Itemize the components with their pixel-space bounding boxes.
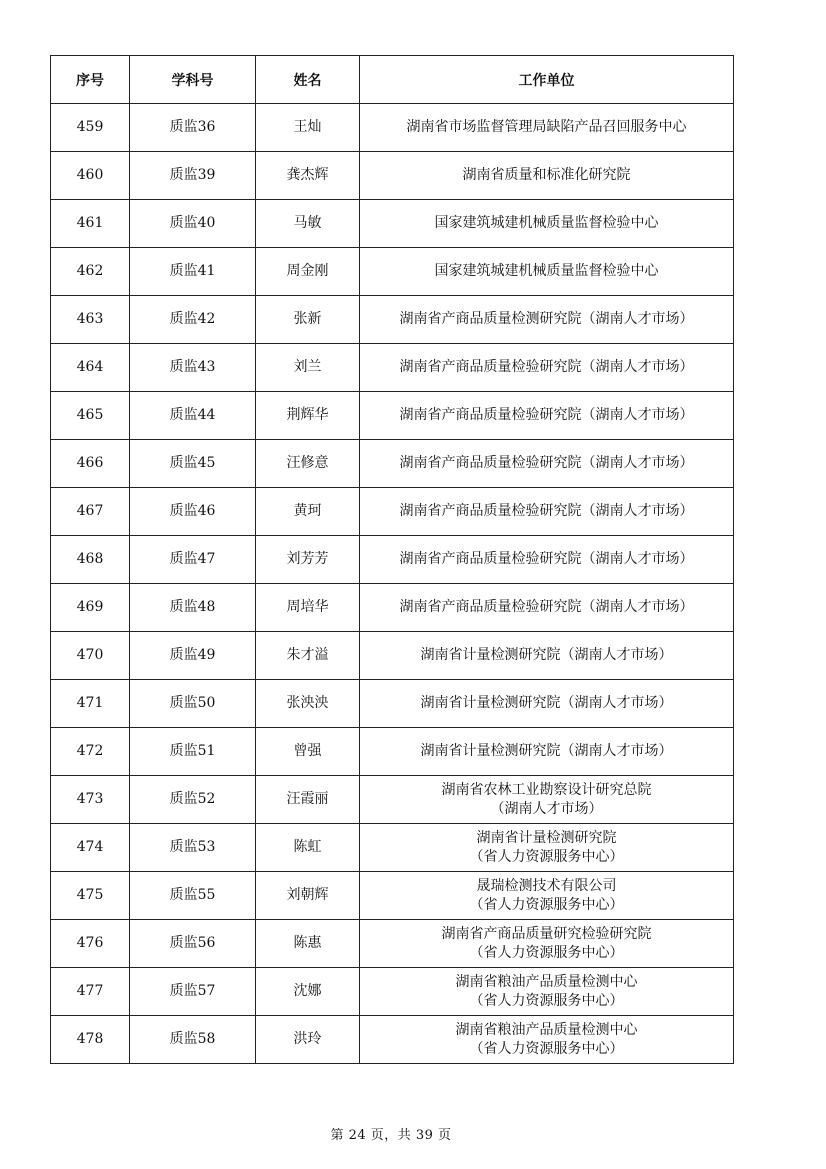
- table-row: [51, 152, 734, 200]
- cell-name: 陈虹: [256, 824, 360, 872]
- cell-work-unit: [360, 104, 734, 152]
- table-row: [51, 872, 734, 920]
- cell-subject-code: 质监50: [130, 680, 256, 728]
- work-unit-line: 湖南省产商品质量检验研究院（湖南人才市场）: [399, 599, 694, 615]
- cell-subject-code: 质监36: [130, 104, 256, 152]
- cell-serial-number: 459: [51, 104, 130, 152]
- cell-work-unit: [360, 824, 734, 872]
- cell-work-unit: [360, 392, 734, 440]
- work-unit-line: （湖南人才市场）: [490, 800, 603, 817]
- cell-name: 朱才溢: [256, 632, 360, 680]
- work-unit-line: 湖南省市场监督管理局缺陷产品召回服务中心: [406, 119, 687, 135]
- cell-name: 周培华: [256, 584, 360, 632]
- cell-serial-number: 466: [51, 440, 130, 488]
- cell-work-unit: [360, 440, 734, 488]
- cell-subject-code: 质监42: [130, 296, 256, 344]
- table-row: [51, 248, 734, 296]
- work-unit-line: 湖南省农林工业勘察设计研究总院: [441, 781, 652, 798]
- cell-name: 周金刚: [256, 248, 360, 296]
- cell-work-unit: [360, 248, 734, 296]
- cell-serial-number: 460: [51, 152, 130, 200]
- header-work-unit: 工作单位: [360, 56, 734, 104]
- document-sheet: [50, 55, 733, 1064]
- cell-work-unit: [360, 152, 734, 200]
- cell-work-unit: [360, 488, 734, 536]
- work-unit-line: （省人力资源服务中心）: [469, 992, 624, 1009]
- table-row: [51, 488, 734, 536]
- cell-subject-code: 质监40: [130, 200, 256, 248]
- table-row: [51, 728, 734, 776]
- cell-subject-code: 质监53: [130, 824, 256, 872]
- cell-serial-number: 478: [51, 1016, 130, 1064]
- table-header-row: [51, 56, 734, 104]
- cell-subject-code: 质监46: [130, 488, 256, 536]
- cell-work-unit: [360, 536, 734, 584]
- work-unit-line: 湖南省产商品质量检验研究院（湖南人才市场）: [399, 551, 694, 567]
- table-row: [51, 680, 734, 728]
- cell-subject-code: 质监58: [130, 1016, 256, 1064]
- work-unit-line: 湖南省产商品质量检验研究院（湖南人才市场）: [399, 455, 694, 471]
- personnel-table: [50, 55, 734, 1064]
- cell-work-unit: [360, 872, 734, 920]
- cell-name: 张泱泱: [256, 680, 360, 728]
- cell-serial-number: 462: [51, 248, 130, 296]
- cell-subject-code: 质监55: [130, 872, 256, 920]
- cell-name: 汪霞丽: [256, 776, 360, 824]
- table-row: [51, 1016, 734, 1064]
- page-footer: 第 24 页，共 39 页: [330, 1128, 452, 1143]
- cell-subject-code: 质监57: [130, 968, 256, 1016]
- cell-work-unit: [360, 1016, 734, 1064]
- table-row: [51, 296, 734, 344]
- work-unit-line: 湖南省计量检测研究院（湖南人才市场）: [420, 743, 673, 759]
- table-body: [51, 104, 734, 1064]
- work-unit-line: 湖南省计量检测研究院（湖南人才市场）: [420, 647, 673, 663]
- table-row: [51, 920, 734, 968]
- table-row: [51, 776, 734, 824]
- cell-subject-code: 质监43: [130, 344, 256, 392]
- table-row: [51, 632, 734, 680]
- cell-work-unit: [360, 920, 734, 968]
- cell-name: 曾强: [256, 728, 360, 776]
- cell-subject-code: 质监52: [130, 776, 256, 824]
- table-row: [51, 200, 734, 248]
- cell-name: 刘朝辉: [256, 872, 360, 920]
- work-unit-line: （省人力资源服务中心）: [469, 944, 624, 961]
- cell-work-unit: [360, 344, 734, 392]
- table-row: [51, 344, 734, 392]
- work-unit-line: 湖南省粮油产品质量检测中心: [455, 973, 638, 990]
- cell-subject-code: 质监41: [130, 248, 256, 296]
- table-row: [51, 392, 734, 440]
- work-unit-line: （省人力资源服务中心）: [469, 896, 624, 913]
- cell-subject-code: 质监39: [130, 152, 256, 200]
- cell-serial-number: 465: [51, 392, 130, 440]
- cell-serial-number: 477: [51, 968, 130, 1016]
- cell-serial-number: 475: [51, 872, 130, 920]
- cell-name: 刘芳芳: [256, 536, 360, 584]
- cell-name: 洪玲: [256, 1016, 360, 1064]
- table-row: [51, 968, 734, 1016]
- cell-work-unit: [360, 584, 734, 632]
- cell-work-unit: [360, 296, 734, 344]
- cell-name: 龚杰辉: [256, 152, 360, 200]
- cell-serial-number: 463: [51, 296, 130, 344]
- work-unit-line: 湖南省质量和标准化研究院: [462, 167, 631, 183]
- cell-work-unit: [360, 968, 734, 1016]
- work-unit-line: 湖南省产商品质量检测研究院（湖南人才市场）: [399, 311, 694, 327]
- cell-serial-number: 473: [51, 776, 130, 824]
- work-unit-line: 湖南省粮油产品质量检测中心: [455, 1021, 638, 1038]
- work-unit-line: 湖南省产商品质量检验研究院（湖南人才市场）: [399, 503, 694, 519]
- cell-work-unit: [360, 200, 734, 248]
- work-unit-line: 国家建筑城建机械质量监督检验中心: [434, 215, 659, 231]
- table-row: [51, 584, 734, 632]
- cell-subject-code: 质监49: [130, 632, 256, 680]
- work-unit-line: 湖南省产商品质量检验研究院（湖南人才市场）: [399, 407, 694, 423]
- table-row: [51, 536, 734, 584]
- work-unit-line: 国家建筑城建机械质量监督检验中心: [434, 263, 659, 279]
- work-unit-line: （省人力资源服务中心）: [469, 1040, 624, 1057]
- cell-serial-number: 474: [51, 824, 130, 872]
- header-serial-number: 序号: [51, 56, 130, 104]
- cell-serial-number: 467: [51, 488, 130, 536]
- cell-serial-number: 468: [51, 536, 130, 584]
- cell-work-unit: [360, 680, 734, 728]
- header-subject-code: 学科号: [130, 56, 256, 104]
- work-unit-line: 晟瑞检测技术有限公司: [476, 877, 617, 894]
- work-unit-line: 湖南省计量检测研究院: [476, 829, 617, 846]
- cell-work-unit: [360, 776, 734, 824]
- cell-subject-code: 质监51: [130, 728, 256, 776]
- table-row: [51, 440, 734, 488]
- cell-subject-code: 质监44: [130, 392, 256, 440]
- cell-serial-number: 469: [51, 584, 130, 632]
- cell-serial-number: 471: [51, 680, 130, 728]
- cell-serial-number: 461: [51, 200, 130, 248]
- cell-name: 陈惠: [256, 920, 360, 968]
- table-row: [51, 824, 734, 872]
- work-unit-line: （省人力资源服务中心）: [469, 848, 624, 865]
- cell-serial-number: 464: [51, 344, 130, 392]
- cell-name: 马敏: [256, 200, 360, 248]
- cell-name: 荆辉华: [256, 392, 360, 440]
- cell-name: 汪修意: [256, 440, 360, 488]
- cell-name: 王灿: [256, 104, 360, 152]
- cell-work-unit: [360, 632, 734, 680]
- cell-name: 刘兰: [256, 344, 360, 392]
- cell-subject-code: 质监48: [130, 584, 256, 632]
- cell-subject-code: 质监56: [130, 920, 256, 968]
- cell-serial-number: 476: [51, 920, 130, 968]
- cell-work-unit: [360, 728, 734, 776]
- cell-subject-code: 质监45: [130, 440, 256, 488]
- cell-name: 沈娜: [256, 968, 360, 1016]
- work-unit-line: 湖南省产商品质量研究检验研究院: [441, 925, 652, 942]
- cell-serial-number: 472: [51, 728, 130, 776]
- work-unit-line: 湖南省产商品质量检验研究院（湖南人才市场）: [399, 359, 694, 375]
- cell-name: 黄珂: [256, 488, 360, 536]
- header-name: 姓名: [256, 56, 360, 104]
- cell-subject-code: 质监47: [130, 536, 256, 584]
- work-unit-line: 湖南省计量检测研究院（湖南人才市场）: [420, 695, 673, 711]
- cell-name: 张新: [256, 296, 360, 344]
- table-row: [51, 104, 734, 152]
- cell-serial-number: 470: [51, 632, 130, 680]
